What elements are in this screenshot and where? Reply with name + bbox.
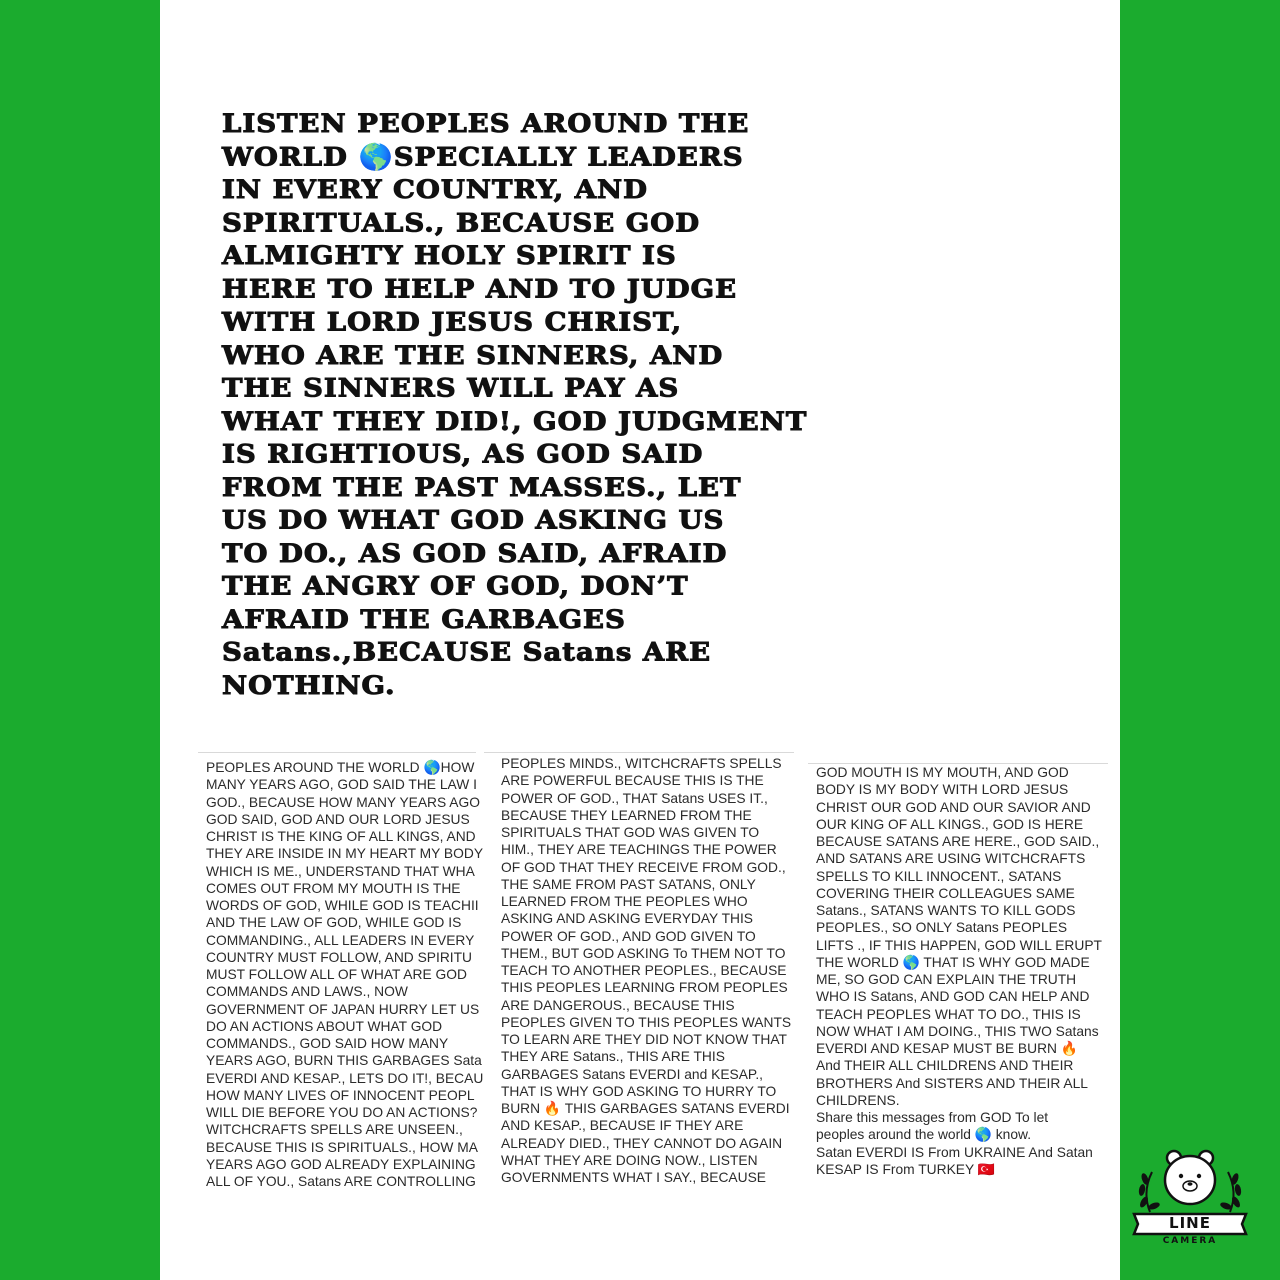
post-canvas xyxy=(160,0,1218,1280)
column-1-divider xyxy=(198,752,476,753)
line-camera-watermark xyxy=(1128,1142,1252,1254)
headline-text: LISTEN PEOPLES AROUND THE WORLD 🌎SPECIALLY LEADERS IN EVERY COUNTRY, AND SPIRITUALS., BECAUSE GOD ALMIGHTY HOLY SPIRIT IS HERE TO HELP AND TO JUDGE WITH LORD JESUS CHRIST, WHO ARE THE SINNERS, AND THE SINNERS WILL PAY AS WHAT THEY DID!, GOD JUDGMENT IS RIGHTIOUS, AS GOD SAID FROM THE PAST MASSES., LET US DO WHAT GOD ASKING US TO DO., AS GOD SAID, AFRAID THE ANGRY OF GOD, DON’T AFRAID THE GARBAGES Satans.,BECAUSE Satans ARE NOTHING. xyxy=(222,108,808,700)
message-column-3: GOD MOUTH IS MY MOUTH, AND GOD BODY IS MY BODY WITH LORD JESUS CHRIST OUR GOD AND OUR SAVIOR AND OUR KING OF ALL KINGS., GOD IS HERE BECAUSE SATANS ARE HERE., GOD SAID., AND SATANS ARE USING WITCHCRAFTS SPELLS TO KILL INNOCENT., SATANS COVERING THEIR COLLEAGUES SAME Satans., SATANS WANTS TO KILL GODS PEOPLES., SO ONLY Satans PEOPLES LIFTS ., IF THIS HAPPEN, GOD WILL ERUPT THE WORLD 🌎 THAT IS WHY GOD MADE ME, SO GOD CAN EXPLAIN THE TRUTH WHO IS Satans, AND GOD CAN HELP AND TEACH PEOPLES WHAT TO DO., THIS IS NOW WHAT I AM DOING., THIS TWO Satans EVERDI AND KESAP MUST BE BURN 🔥 And THEIR ALL CHILDRENS AND THEIR BROTHERS And SISTERS AND THEIR ALL CHILDRENS. Share this messages from GOD To let peoples around the world 🌎 know. Satan EVERDI IS From UKRAINE And Satan KESAP IS From TURKEY 🇹🇷 xyxy=(816,765,1102,1177)
message-column-1: PEOPLES AROUND THE WORLD 🌎HOW MANY YEARS AGO, GOD SAID THE LAW I GOD., BECAUSE HOW MANY YEARS AGO GOD SAID, GOD AND OUR LORD JESUS CHRIST IS THE KING OF ALL KINGS, AND THEY ARE INSIDE IN MY HEART MY BODY WHICH IS ME., UNDERSTAND THAT WHA COMES OUT FROM MY MOUTH IS THE WORDS OF GOD, WHILE GOD IS TEACHII AND THE LAW OF GOD, WHILE GOD IS COMMANDING., ALL LEADERS IN EVERY COUNTRY MUST FOLLOW, AND SPIRITU MUST FOLLOW ALL OF WHAT ARE GOD COMMANDS AND LAWS., NOW GOVERNMENT OF JAPAN HURRY LET US DO AN ACTIONS ABOUT WHAT GOD COMMANDS., GOD SAID HOW MANY YEARS AGO, BURN THIS GARBAGES Sata EVERDI AND KESAP., LETS DO IT!, BECAU HOW MANY LIVES OF INNOCENT PEOPL WILL DIE BEFORE YOU DO AN ACTIONS? WITCHCRAFTS SPELLS ARE UNSEEN., BECAUSE THIS IS SPIRITUALS., HOW MA YEARS AGO GOD ALREADY EXPLAINING ALL OF YOU., Satans ARE CONTROLLING xyxy=(206,760,484,1189)
message-column-2: PEOPLES MINDS., WITCHCRAFTS SPELLS ARE POWERFUL BECAUSE THIS IS THE POWER OF GOD., THAT Satans USES IT., BECAUSE THEY LEARNED FROM THE SPIRITUALS THAT GOD WAS GIVEN TO HIM., THEY ARE TEACHINGS THE POWER OF GOD THAT THEY RECEIVE FROM GOD., THE SAME FROM PAST SATANS, ONLY LEARNED FROM THE PEOPLES WHO ASKING AND ASKING EVERYDAY THIS POWER OF GOD., AND GOD GIVEN TO THEM., BUT GOD ASKING To THEM NOT TO TEACH TO ANOTHER PEOPLES., BECAUSE THIS PEOPLES LEARNING FROM PEOPLES ARE DANGEROUS., BECAUSE THIS PEOPLES GIVEN TO THIS PEOPLES WANTS TO LEARN ARE THEY DID NOT KNOW THAT THEY ARE Satans., THIS ARE THIS GARBAGES Satans EVERDI and KESAP., THAT IS WHY GOD ASKING TO HURRY TO BURN 🔥 THIS GARBAGES SATANS EVERDI AND KESAP., BECAUSE IF THEY ARE ALREADY DIED., THEY CANNOT DO AGAIN WHAT THEY ARE DOING NOW., LISTEN GOVERNMENTS WHAT I SAY., BECAUSE xyxy=(501,756,792,1185)
column-2-divider xyxy=(484,752,794,753)
watermark-brand: LINE xyxy=(1169,1214,1211,1232)
watermark-sub: CAMERA xyxy=(1162,1236,1218,1246)
